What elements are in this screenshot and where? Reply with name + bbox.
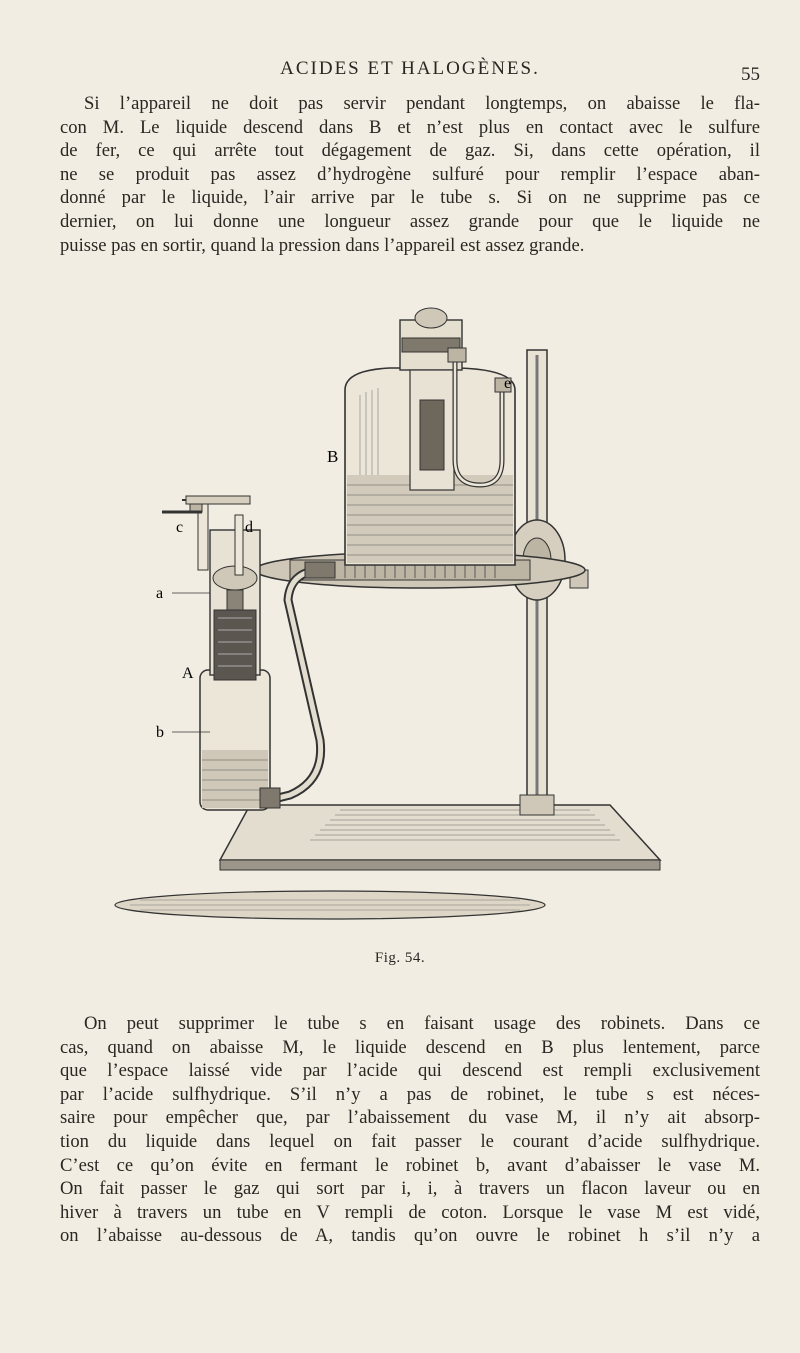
text-line: puisse pas en sortir, quand la pression dans l’appareil est assez grande.: [60, 234, 585, 256]
text-line: con M. Le liquide descend dans B et n’est plus en contact avec le sulfure: [60, 116, 760, 138]
text-line: dernier, on lui donne une longueur assez grande pour que le liquide ne: [60, 210, 760, 232]
page-number: 55: [741, 64, 760, 85]
text-line: hiver à travers un tube en V rempli de coton. Lorsque le vase M est vidé,: [60, 1201, 760, 1223]
text-line: de fer, ce qui arrête tout dégagement de gaz. Si, dans cette opération, il: [60, 140, 760, 162]
base-platform: [115, 805, 660, 919]
apparatus-figure: [90, 300, 730, 940]
paragraph-2: [60, 1012, 760, 1248]
text-line: On fait passer le gaz qui sort par i, i, à travers un flacon laveur ou en: [60, 1178, 760, 1200]
text-line: tion du liquide dans lequel on fait passer le courant d’acide sulfhydrique.: [60, 1130, 760, 1152]
label-a: a: [156, 585, 164, 602]
label-c: c: [176, 519, 184, 536]
rubber-hose: [270, 562, 335, 800]
label-B: B: [327, 447, 339, 466]
text-line: on l’abaisse au-dessous de A, tandis qu’on ouvre le robinet h s’il n’y a: [60, 1225, 760, 1247]
text-line: On peut supprimer le tube s en faisant usage des robinets. Dans ce: [84, 1013, 760, 1034]
text-line: C’est ce qu’on évite en fermant le robinet b, avant d’abaisser le vase M.: [60, 1154, 760, 1176]
upper-bottle-B: [345, 308, 515, 565]
running-title: ACIDES ET HALOGÈNES.: [280, 58, 540, 79]
text-line: saire pour empêcher que, par l’abaissement du vase M, il n’y ait absorp-: [60, 1107, 760, 1129]
apparatus-illustration: [90, 300, 730, 940]
text-line: Si l’appareil ne doit pas servir pendant longtemps, on abaisse le fla-: [84, 93, 760, 114]
text-line: que l’espace laissé vide par l’acide qui descend est rempli exclusivement: [60, 1060, 760, 1082]
text-line: ne se produit pas assez d’hydrogène sulfuré pour remplir l’espace aban-: [60, 163, 760, 185]
text-line: donné par le liquide, l’air arrive par le tube s. Si on ne supprime pas ce: [60, 187, 760, 209]
page-header: [60, 58, 760, 86]
figure-caption: Fig. 54.: [374, 950, 426, 966]
label-b: b: [156, 724, 164, 741]
label-A: A: [182, 665, 194, 682]
lower-bottle-A: [162, 496, 280, 810]
paragraph-1: [60, 92, 760, 257]
text-line: par l’acide sulfhydrique. S’il n’y a pas de robinet, le tube s est néces-: [60, 1083, 760, 1105]
text-line: cas, quand on abaisse M, le liquide descend en B plus lentement, parce: [60, 1036, 760, 1058]
label-d: d: [245, 519, 253, 536]
label-e: e: [504, 375, 512, 392]
